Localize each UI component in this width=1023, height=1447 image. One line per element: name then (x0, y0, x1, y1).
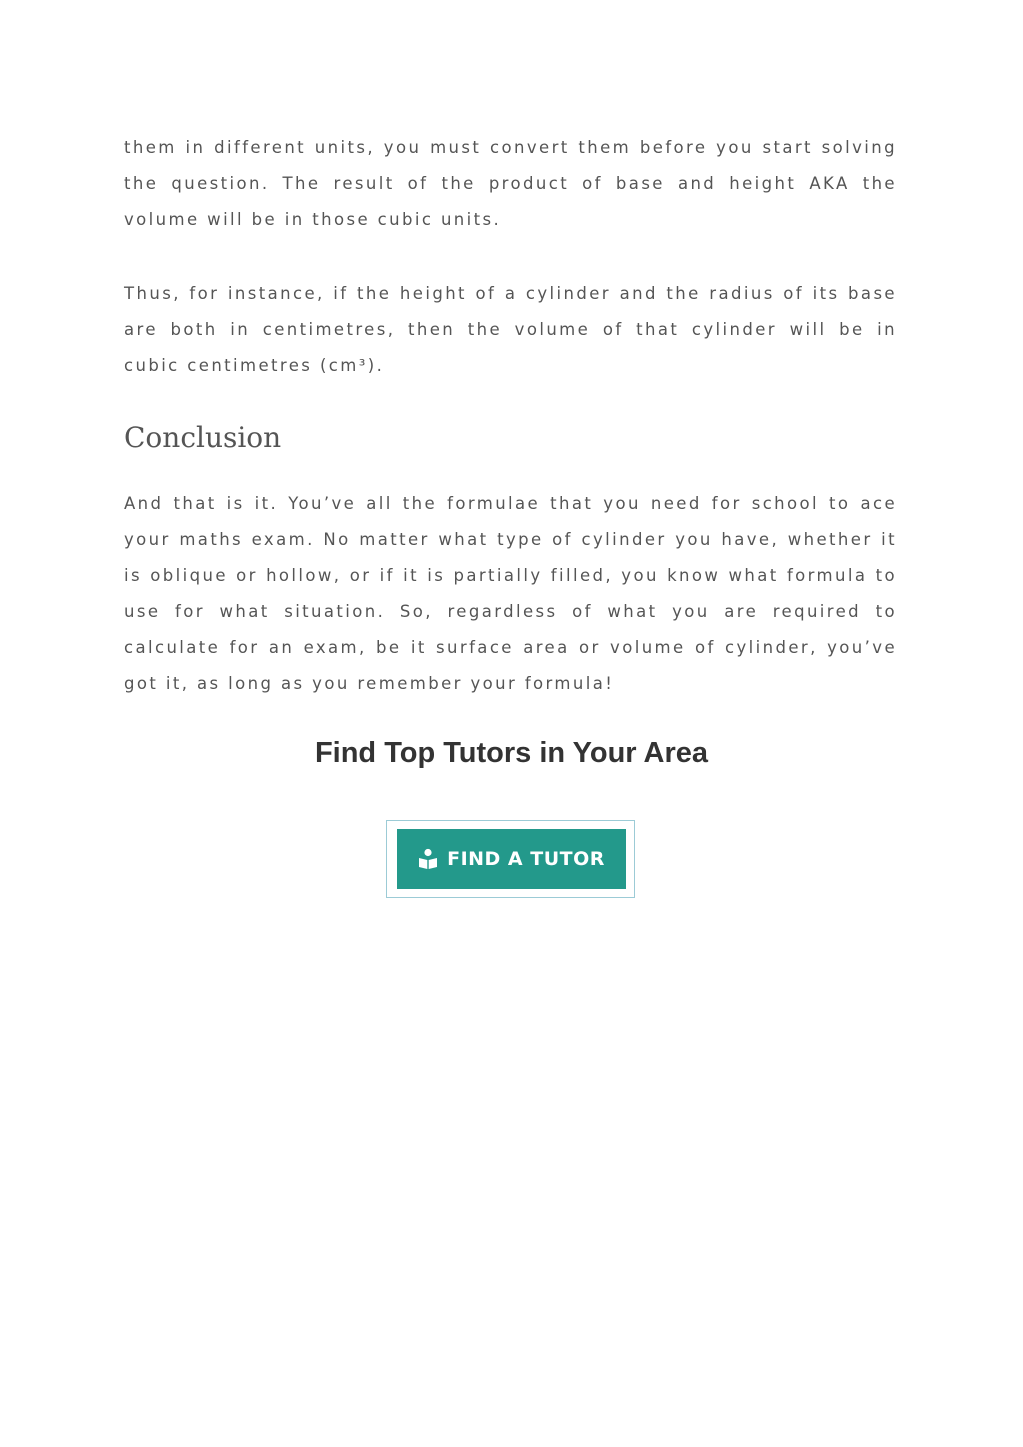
paragraph-units: them in different units, you must convert them before you start solving the question. The result of the product of base and height AKA the volume will be in those cubic units. (124, 138, 897, 229)
find-a-tutor-label: FIND A TUTOR (447, 848, 605, 870)
find-a-tutor-button[interactable] (397, 829, 626, 889)
cta-title: Find Top Tutors in Your Area (314, 737, 709, 769)
paragraph-cubic-centimetres: Thus, for instance, if the height of a cylinder and the radius of its base are both in centimetres, then the volume of that cylinder will be in cubic centimetres (cm³). (124, 284, 897, 375)
tutor-reading-icon (418, 848, 438, 870)
article-body (124, 130, 897, 702)
section-heading-conclusion: Conclusion (124, 421, 282, 454)
find-tutor-banner (386, 820, 635, 898)
paragraph-conclusion: And that is it. You’ve all the formulae that you need for school to ace your maths exam. No matter what type of cylinder you have, whether it is oblique or hollow, or if it is partially filled, you know what formula to use for what situation. So, regardless of what you are required to calculate for an exam, be it surface area or volume of cylinder, you’ve got it, as long as you remember your formula! (124, 494, 897, 693)
